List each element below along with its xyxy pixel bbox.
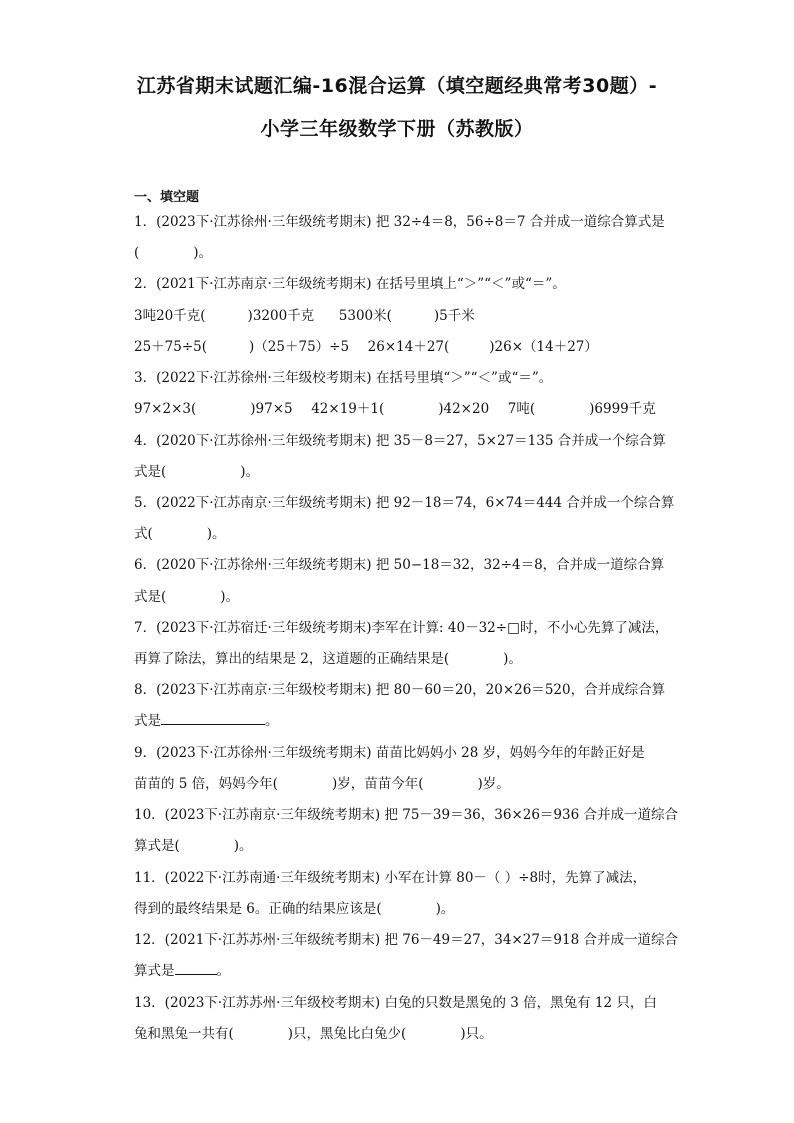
question-13-line-1: 13．(2023下·江苏苏州·三年级校考期末) 白兔的只数是黑兔的 3 倍，黑兔有 12 只，白 xyxy=(134,995,657,1011)
section-heading: 一、填空题 xyxy=(134,190,200,205)
question-3-line-2: 97×2×3( )97×5 42×19＋1( )42×20 7吨( )6999千克 xyxy=(134,401,656,417)
question-13-line-2: 兔和黑兔一共有( )只，黑兔比白兔少( )只。 xyxy=(134,1026,493,1042)
question-11-line-1: 11．(2022下·江苏南通·三年级统考期末) 小军在计算 80－（ ）÷8时，先算了减法， xyxy=(134,870,647,886)
question-9-line-1: 9．(2023下·江苏徐州·三年级统考期末) 苗苗比妈妈小 28 岁，妈妈今年的年龄正好是 xyxy=(134,745,645,761)
question-4-line-1: 4．(2020下·江苏徐州·三年级统考期末) 把 35－8＝27，5×27＝135 合并成一个综合算 xyxy=(134,433,666,449)
question-9-line-2: 苗苗的 5 倍，妈妈今年( )岁，苗苗今年( )岁。 xyxy=(134,776,510,792)
question-4-line-2: 式是( )。 xyxy=(134,464,260,480)
question-7-line-2: 再算了除法，算出的结果是 2，这道题的正确结果是( )。 xyxy=(134,651,522,667)
question-11-line-2: 得到的最终结果是 6。正确的结果应该是( )。 xyxy=(134,901,455,917)
question-5-line-1: 5．(2022下·江苏南京·三年级统考期末) 把 92－18＝74，6×74＝444 合并成一个综合算 xyxy=(134,495,675,511)
answer-underline[interactable] xyxy=(175,962,217,975)
question-6-line-1: 6．(2020下·江苏徐州·三年级统考期末) 把 50−18＝32，32÷4＝8，合并成一道综合算 xyxy=(134,557,665,573)
question-2-line-1: 2．(2021下·江苏南京·三年级统考期末) 在括号里填上“＞”“＜”或“＝”。 xyxy=(134,276,566,292)
question-8-line-1: 8．(2023下·江苏南京·三年级校考期末) 把 80－60＝20，20×26＝520，合并成综合算 xyxy=(134,682,666,698)
question-1-line-1: 1．(2023下·江苏徐州·三年级统考期末) 把 32÷4＝8，56÷8＝7 合并成一道综合算式是 xyxy=(134,214,665,230)
question-2-line-2: 3吨20千克( )3200千克 5300米( )5千米 xyxy=(134,308,475,324)
question-3-line-1: 3．(2022下·江苏徐州·三年级校考期末) 在括号里填“＞”“＜”或“＝”。 xyxy=(134,370,553,386)
question-5-line-2: 式( )。 xyxy=(134,526,226,542)
question-6-line-2: 式是( )。 xyxy=(134,589,240,605)
question-10-line-1: 10．(2023下·江苏南京·三年级统考期末) 把 75－39＝36，36×26＝936 合并成一道综合 xyxy=(134,807,678,823)
question-1-line-2: ( )。 xyxy=(134,245,213,261)
question-12-line-2: 算式是 。 xyxy=(134,963,230,979)
document-title-line-1: 江苏省期末试题汇编-16混合运算（填空题经典常考30题）- xyxy=(136,75,658,97)
question-8-line-2: 式是 。 xyxy=(134,713,279,729)
question-2-line-3: 25＋75÷5( )（25＋75）÷5 26×14＋27( )26×（14＋27） xyxy=(134,339,598,355)
question-12-line-1: 12．(2021下·江苏苏州·三年级统考期末) 把 76－49＝27，34×27＝918 合并成一道综合 xyxy=(134,932,678,948)
question-10-line-2: 算式是( )。 xyxy=(134,838,253,854)
document-title-line-2: 小学三年级数学下册（苏教版） xyxy=(260,118,534,140)
answer-underline[interactable] xyxy=(161,712,265,725)
question-7-line-1: 7．(2023下·江苏宿迁·三年级统考期末)李军在计算: 40－32÷□时，不小心先算了减法， xyxy=(134,620,669,636)
